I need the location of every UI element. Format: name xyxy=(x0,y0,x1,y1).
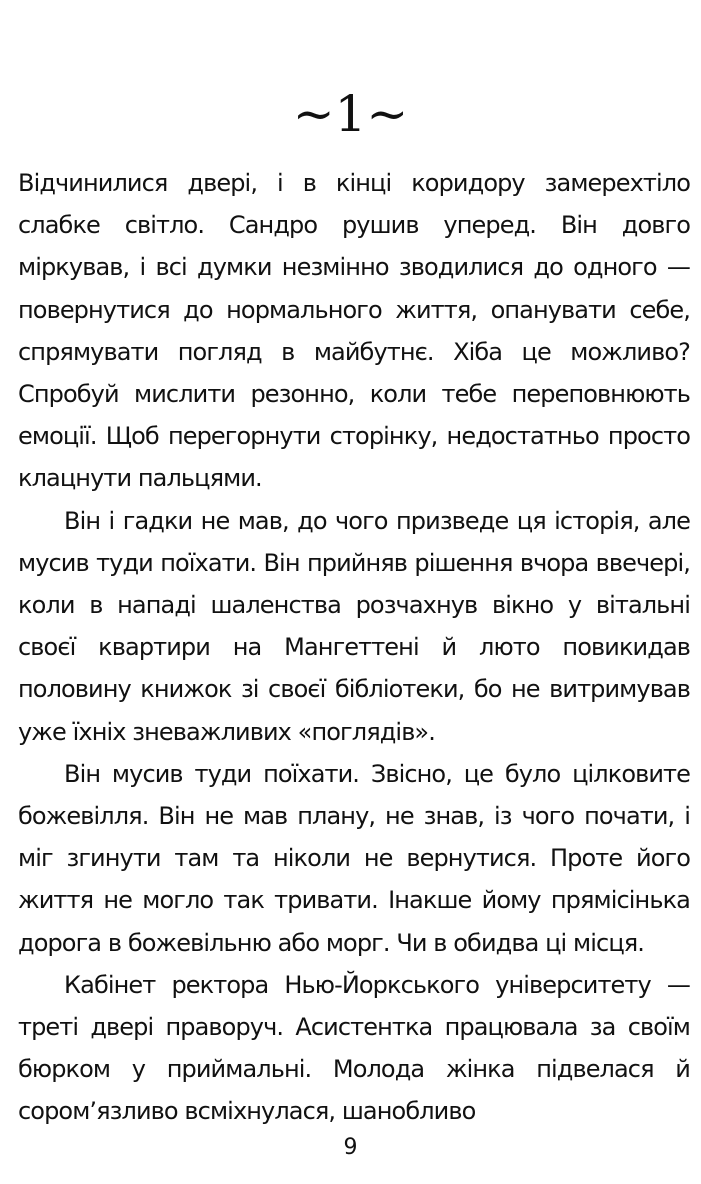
paragraph-1: Відчинилися двері, і в кінці коридору замерехтіло слабке світло. Сандро рушив уперед. Він довго міркував, і всі думки незмінно зводилися до одного — повернутися до нормального життя, опанувати себе, спрямувати погляд в майбутнє. Хіба це можливо? Спробуй мислити резонно, коли тебе переповнюють емоції. Щоб перегорнути сторінку, недостатньо просто клацнути пальцями. xyxy=(18,169,690,493)
body-text xyxy=(18,162,690,1133)
chapter-heading: ~1~ xyxy=(292,85,409,143)
paragraph-2: Він і гадки не мав, до чого призведе ця історія, але мусив туди поїхати. Він прийняв рішення вчора ввечері, коли в нападі шаленства розчахнув вікно у вітальні своєї квартири на Мангеттені й люто повикидав половину книжок зі своєї бібліотеки, бо не витримував уже їхніх зневажливих «поглядів». xyxy=(18,506,690,746)
paragraph-3: Він мусив туди поїхати. Звісно, це було цілковите божевілля. Він не мав плану, не знав, із чого почати, і міг згинути там та ніколи не вернутися. Проте його життя не могло так тривати. Інакше йому прямісінька дорога в божевільню або морг. Чи в обидва ці місця. xyxy=(18,759,690,957)
paragraph-4: Кабінет ректора Нью-Йоркського університету — треті двері праворуч. Асистентка працювала за своїм бюрком у приймальні. Молода жінка підвелася й сором’язливо всміхнулася, шанобливо xyxy=(18,970,690,1126)
page-number: 9 xyxy=(343,1135,358,1160)
